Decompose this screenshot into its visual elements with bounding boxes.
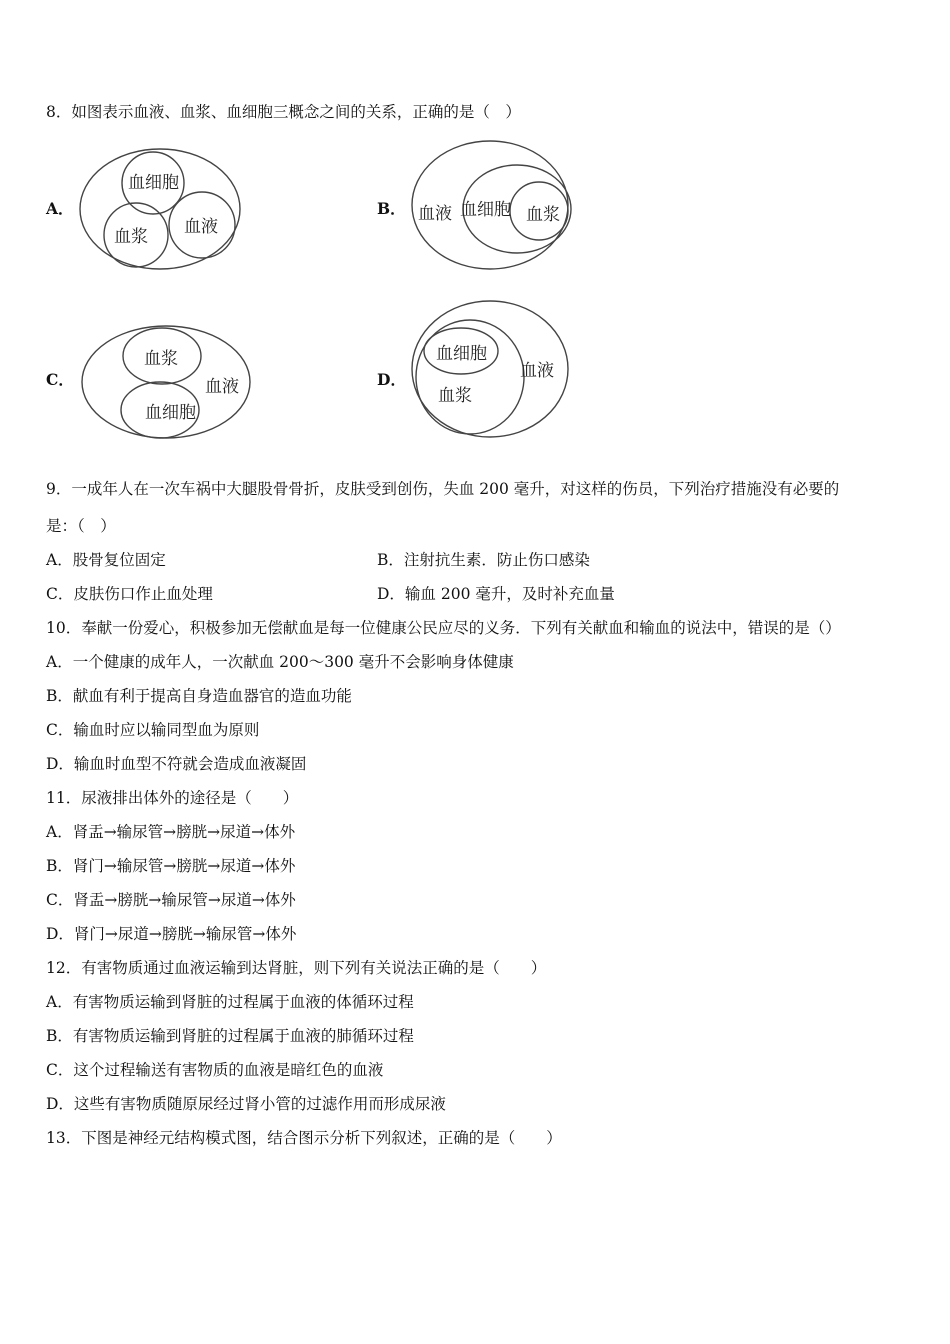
label-inner: 血浆	[526, 205, 560, 225]
q11-option-c: C．肾盂→膀胱→输尿管→尿道→体外	[46, 891, 296, 909]
q10-option-c: C．输血时应以输同型血为原则	[46, 721, 260, 739]
label-top: 血细胞	[128, 173, 179, 193]
label-middle: 血浆	[438, 386, 472, 406]
q8-diagram-d	[410, 298, 576, 442]
label-outer: 血液	[520, 361, 554, 381]
q11-option-d: D．肾门→尿道→膀胱→输尿管→体外	[46, 925, 297, 943]
q9-stem-line1: 9．一成年人在一次车祸中大腿股骨骨折，皮肤受到创伤，失血 200 毫升，对这样的伤员，下列治疗措施没有必要的	[46, 480, 840, 498]
label-top: 血浆	[144, 349, 178, 369]
q10-option-d: D．输血时血型不符就会造成血液凝固	[46, 755, 307, 773]
label-inner: 血细胞	[436, 344, 487, 364]
q9-option-c: C．皮肤伤口作止血处理	[46, 585, 213, 603]
q12-option-d: D．这些有害物质随原尿经过肾小管的过滤作用而形成尿液	[46, 1095, 446, 1113]
q12-stem: 12．有害物质通过血液运输到达肾脏，则下列有关说法正确的是（ ）	[46, 959, 547, 977]
label-bottom-left: 血浆	[114, 227, 148, 247]
q8-diagram-c	[80, 322, 256, 442]
q13-stem: 13．下图是神经元结构模式图，结合图示分析下列叙述，正确的是（ ）	[46, 1129, 562, 1147]
q11-stem: 11．尿液排出体外的途径是（ ）	[46, 789, 299, 807]
q10-stem: 10．奉献一份爱心，积极参加无偿献血是每一位健康公民应尽的义务．下列有关献血和输血的说法中，错误的是（）	[46, 619, 841, 637]
q9-stem-line2: 是：（ ）	[46, 517, 116, 535]
q9-option-b: B．注射抗生素．防止伤口感染	[377, 551, 590, 569]
outer-ellipse	[80, 149, 240, 269]
q10-option-b: B．献血有利于提高自身造血器官的造血功能	[46, 687, 352, 705]
label-outer: 血液	[418, 204, 452, 224]
q12-option-c: C．这个过程输送有害物质的血液是暗红色的血液	[46, 1061, 384, 1079]
q10-option-a: A．一个健康的成年人，一次献血 200～300 毫升不会影响身体健康	[46, 653, 514, 671]
q8-stem: 8．如图表示血液、血浆、血细胞三概念之间的关系，正确的是（ ）	[46, 103, 521, 121]
q8-option-b-label: B．	[377, 199, 406, 218]
q9-option-a: A．股骨复位固定	[46, 551, 166, 569]
q8-option-d-label: D．	[377, 370, 406, 389]
label-right: 血液	[184, 217, 218, 237]
q11-option-b: B．肾门→输尿管→膀胱→尿道→体外	[46, 857, 296, 875]
q11-option-a: A．肾盂→输尿管→膀胱→尿道→体外	[46, 823, 296, 841]
q8-option-c-label: C．	[46, 370, 74, 389]
label-middle: 血细胞	[460, 200, 511, 220]
q8-diagram-a	[78, 146, 244, 274]
q12-option-a: A．有害物质运输到肾脏的过程属于血液的体循环过程	[46, 993, 414, 1011]
q9-option-d: D．输血 200 毫升，及时补充血量	[377, 585, 615, 603]
label-outer: 血液	[205, 377, 239, 397]
q8-option-a-label: A．	[46, 199, 74, 218]
q12-option-b: B．有害物质运输到肾脏的过程属于血液的肺循环过程	[46, 1027, 414, 1045]
label-bottom: 血细胞	[145, 403, 196, 423]
q8-diagram-b	[410, 138, 576, 274]
